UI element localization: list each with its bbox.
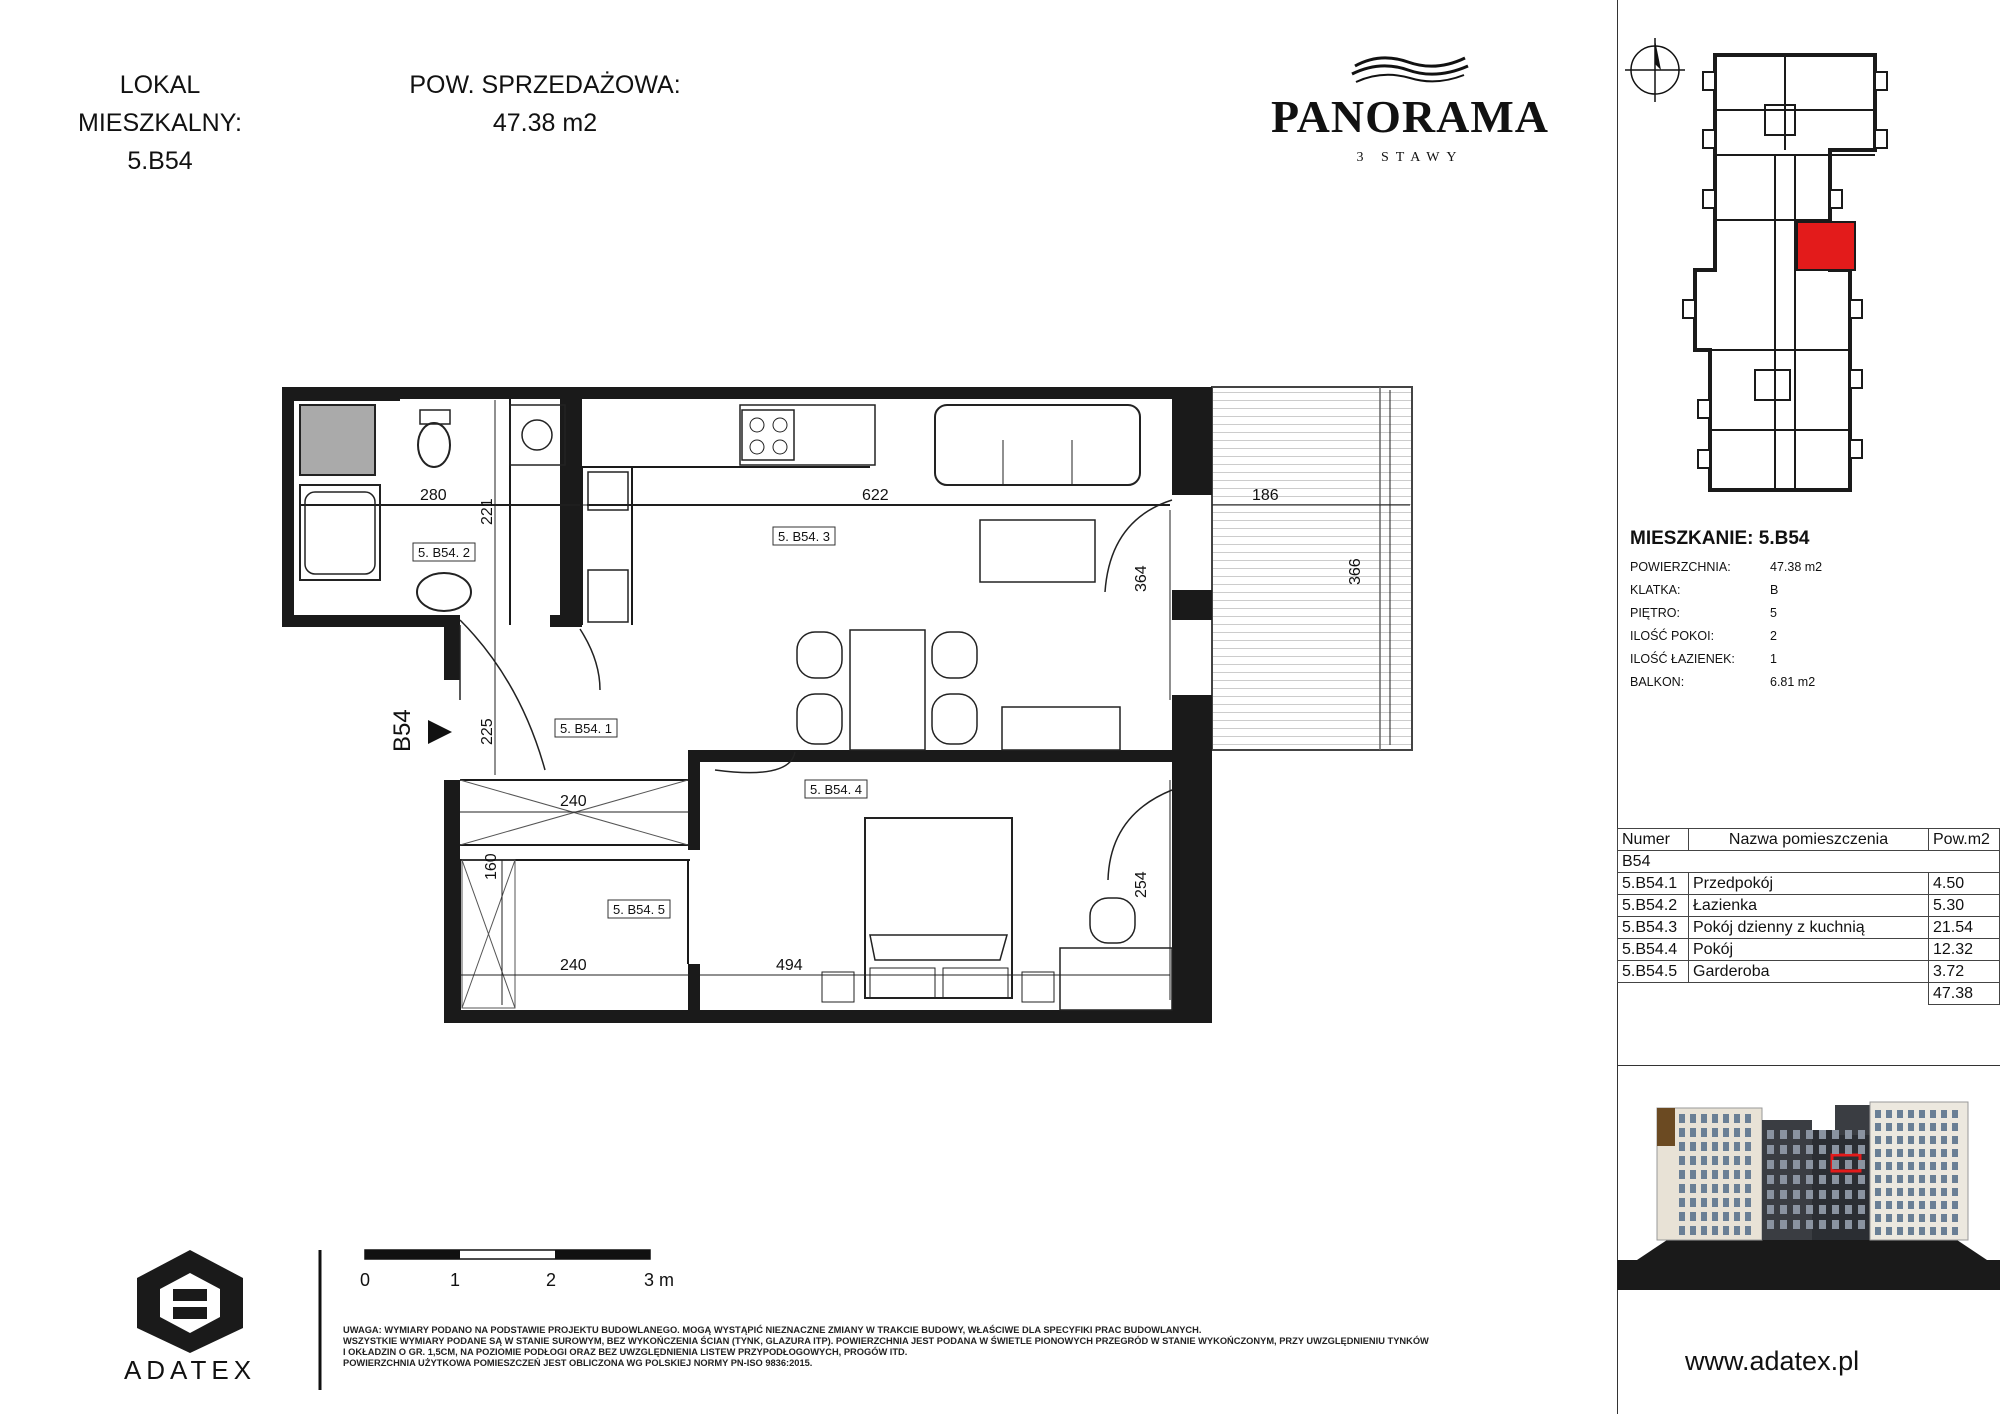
window [1690,1198,1696,1207]
window [1745,1114,1751,1123]
window [1952,1136,1958,1144]
window [1806,1205,1813,1214]
window [1767,1205,1774,1214]
table-row: 5.B54.3 Pokój dzienny z kuchnią 21.54 [1618,917,2000,939]
window [1723,1170,1729,1179]
disclaimer-line: UWAGA: WYMIARY PODANO NA PODSTAWIE PROJEKTU BUDOWLANEGO. MOGĄ WYSTĄPIĆ NIEZNACZNE ZMIANY W TRAKCIE BUDOWY, WŁAŚCIWE DLA SPECYFIKI PRAC BUDOWLANYCH. [343,1325,1202,1335]
table-row: 5.B54.2 Łazienka 5.30 [1618,895,2000,917]
window [1886,1136,1892,1144]
window [1897,1162,1903,1170]
window [1952,1214,1958,1222]
window [1701,1198,1707,1207]
shower-tray [300,405,375,475]
window [1875,1201,1881,1209]
window [1745,1198,1751,1207]
window [1734,1198,1740,1207]
window [1723,1184,1729,1193]
dim-wardrobe-width: 240 [560,957,587,974]
washbasin-icon [417,573,471,611]
window [1734,1170,1740,1179]
key-plan [1625,30,1995,500]
window [1712,1114,1718,1123]
window [1908,1188,1914,1196]
area-label: POW. SPRZEDAŻOWA: [409,71,681,99]
window [1908,1110,1914,1118]
window [1793,1220,1800,1229]
window [1845,1130,1852,1139]
window [1819,1175,1826,1184]
window [1832,1205,1839,1214]
window [1875,1227,1881,1235]
window [1952,1201,1958,1209]
window [1875,1123,1881,1131]
window [1806,1145,1813,1154]
window [1858,1220,1865,1229]
window [1930,1188,1936,1196]
window [1930,1214,1936,1222]
unit-info [1630,528,1990,694]
window [1908,1136,1914,1144]
window [1875,1136,1881,1144]
adatex-mark-icon [115,1245,265,1355]
window [1690,1226,1696,1235]
table-row: 5.B54.1 Przedpokój 4.50 [1618,873,2000,895]
window [1832,1130,1839,1139]
window [1908,1149,1914,1157]
window [1723,1156,1729,1165]
company-name: ADATEX [123,1355,257,1385]
window [1734,1212,1740,1221]
window [1690,1128,1696,1137]
info-row: ILOŚĆ POKOI: 2 [1630,629,1777,643]
window [1701,1184,1707,1193]
bed [865,818,1012,998]
building-elevation [1617,1090,2000,1290]
window [1690,1212,1696,1221]
bathtub [300,485,380,580]
info-row: PIĘTRO: 5 [1630,606,1777,620]
window [1952,1123,1958,1131]
window [1723,1114,1729,1123]
adatex-logo [95,1245,285,1385]
window [1723,1226,1729,1235]
dim-bedroom-width: 494 [776,957,803,974]
window [1819,1160,1826,1169]
unit-highlight [1797,222,1855,270]
dim-living-width: 622 [862,487,889,504]
window [1712,1212,1718,1221]
window [1679,1226,1685,1235]
window [1690,1184,1696,1193]
window [1745,1184,1751,1193]
window [1908,1201,1914,1209]
window [1908,1162,1914,1170]
window [1952,1227,1958,1235]
compass-icon [1625,38,1685,102]
window [1745,1212,1751,1221]
window [1845,1205,1852,1214]
window [1919,1201,1925,1209]
desk [1060,948,1172,1010]
window [1723,1212,1729,1221]
window [1930,1201,1936,1209]
window [1832,1175,1839,1184]
window [1712,1226,1718,1235]
window [1941,1136,1947,1144]
window [1941,1227,1947,1235]
window [1919,1123,1925,1131]
table-header: Numer Nazwa pomieszczenia Pow.m2 [1618,829,2000,851]
window [1767,1130,1774,1139]
window [1712,1198,1718,1207]
window [1806,1220,1813,1229]
dim-hall-width: 240 [560,793,587,810]
window [1819,1130,1826,1139]
window [1919,1175,1925,1183]
info-title: MIESZKANIE: 5.B54 [1630,528,1810,549]
window [1767,1160,1774,1169]
window [1941,1175,1947,1183]
window [1806,1175,1813,1184]
window [1919,1162,1925,1170]
room-tag-5: 5. B54. 5 [613,902,666,917]
scale-label-0: 0 [360,1270,371,1290]
room-tag-3: 5. B54. 3 [778,529,831,544]
window [1701,1226,1707,1235]
window [1780,1160,1787,1169]
info-row: POWIERZCHNIA: 47.38 m2 [1630,560,1823,574]
table-total-row: 47.38 [1618,983,2000,1005]
window [1886,1175,1892,1183]
window [1858,1160,1865,1169]
dim-living-depth: 364 [1133,565,1150,592]
room-tag-1: 5. B54. 1 [560,721,613,736]
window [1875,1162,1881,1170]
washing-machine-icon [510,405,565,465]
window [1701,1212,1707,1221]
window [1886,1214,1892,1222]
table-row: 5.B54.4 Pokój 12.32 [1618,939,2000,961]
window [1845,1190,1852,1199]
dim-bedroom-depth: 254 [1133,871,1150,898]
window [1679,1184,1685,1193]
window [1723,1128,1729,1137]
window [1875,1175,1881,1183]
entrance-label: B54 [389,709,416,752]
toilet-icon [418,423,450,467]
window [1819,1145,1826,1154]
scale-label-3: 3 m [644,1270,675,1290]
window [1919,1214,1925,1222]
cooktop-icon [742,410,794,460]
window [1952,1110,1958,1118]
unit-value: 5.B54 [127,147,193,175]
chairs [797,632,977,744]
window [1886,1123,1892,1131]
window [1952,1162,1958,1170]
window [1952,1175,1958,1183]
unit-label: LOKAL MIESZKALNY: [78,71,242,137]
window [1679,1128,1685,1137]
window [1734,1142,1740,1151]
window [1886,1227,1892,1235]
window [1897,1188,1903,1196]
window [1767,1145,1774,1154]
window [1767,1175,1774,1184]
window [1897,1175,1903,1183]
room-tag-2: 5. B54. 2 [418,545,471,560]
window [1832,1190,1839,1199]
window [1679,1156,1685,1165]
dim-wardrobe-depth: 160 [483,853,500,880]
window [1745,1226,1751,1235]
table-row: B54 [1618,851,2000,873]
window [1919,1227,1925,1235]
window [1780,1220,1787,1229]
fridge-icon [588,570,628,622]
window [1875,1110,1881,1118]
window [1734,1128,1740,1137]
window [1919,1188,1925,1196]
window [1806,1190,1813,1199]
window [1832,1145,1839,1154]
window [1858,1130,1865,1139]
window [1845,1145,1852,1154]
window [1745,1170,1751,1179]
info-row: BALKON: 6.81 m2 [1630,675,1816,689]
window [1908,1214,1914,1222]
window [1679,1170,1685,1179]
window [1793,1130,1800,1139]
dim-balcony-width: 186 [1252,487,1279,504]
window [1941,1123,1947,1131]
window [1690,1142,1696,1151]
window [1941,1201,1947,1209]
window [1819,1220,1826,1229]
disclaimer [343,1325,1543,1369]
window [1930,1175,1936,1183]
window [1897,1227,1903,1235]
kitchen-counter [740,405,875,465]
window [1952,1188,1958,1196]
window [1858,1190,1865,1199]
window [1793,1145,1800,1154]
rooms-table [1617,828,2000,1005]
dim-bath-depth: 221 [479,498,496,525]
window [1690,1156,1696,1165]
window [1780,1175,1787,1184]
window [1845,1175,1852,1184]
window [1701,1156,1707,1165]
window [1712,1170,1718,1179]
window [1780,1190,1787,1199]
window [1701,1142,1707,1151]
disclaimer-line: I OKŁADZIN O GR. 1,5CM, NA POZIOMIE PODŁOGI ORAZ BEZ UWZGLĘDNIENIA LISTEW PRZYPODŁOGOWYCH, PROGÓW ITD. [343,1347,908,1357]
window [1897,1123,1903,1131]
window [1806,1160,1813,1169]
window [1897,1214,1903,1222]
window [1897,1149,1903,1157]
brand-sub: 3 STAWY [1356,150,1464,165]
window [1712,1142,1718,1151]
window [1734,1184,1740,1193]
window [1875,1214,1881,1222]
dim-bath-width: 280 [420,487,447,504]
window [1941,1214,1947,1222]
window [1734,1114,1740,1123]
window [1679,1212,1685,1221]
table-row: 5.B54.5 Garderoba 3.72 [1618,961,2000,983]
info-row: ILOŚĆ ŁAZIENEK: 1 [1630,652,1777,666]
window [1930,1162,1936,1170]
window [1690,1114,1696,1123]
window [1745,1142,1751,1151]
tv-cabinet [1002,707,1120,750]
window [1679,1198,1685,1207]
window [1690,1170,1696,1179]
balcony [1212,387,1412,750]
window [1908,1227,1914,1235]
window [1858,1205,1865,1214]
window [1734,1156,1740,1165]
window [1919,1136,1925,1144]
brand-name: PANORAMA [1271,91,1549,142]
scale-label-1: 1 [450,1270,461,1290]
window [1930,1149,1936,1157]
window [1723,1142,1729,1151]
dim-balcony-depth: 366 [1347,558,1364,585]
window [1701,1128,1707,1137]
window [1679,1142,1685,1151]
window [1886,1149,1892,1157]
info-row: KLATKA: B [1630,583,1779,597]
scale-label-2: 2 [546,1270,557,1290]
window [1723,1198,1729,1207]
dining-table [850,630,925,750]
window [1908,1123,1914,1131]
window [1875,1149,1881,1157]
desk-chair [1090,898,1135,943]
window [1908,1175,1914,1183]
window [1806,1130,1813,1139]
window [1930,1136,1936,1144]
window [1941,1110,1947,1118]
window [1919,1149,1925,1157]
window [1819,1205,1826,1214]
window [1952,1149,1958,1157]
room-tag-4: 5. B54. 4 [810,782,863,797]
window [1886,1162,1892,1170]
window [1941,1188,1947,1196]
sofa [935,405,1140,485]
window [1897,1201,1903,1209]
window [1897,1110,1903,1118]
window [1701,1170,1707,1179]
window [1930,1227,1936,1235]
window [1793,1175,1800,1184]
window [1793,1205,1800,1214]
window [1712,1128,1718,1137]
website[interactable]: www.adatex.pl [1685,1346,1860,1376]
window [1793,1190,1800,1199]
window [1745,1128,1751,1137]
window [1858,1145,1865,1154]
window [1897,1136,1903,1144]
window [1845,1220,1852,1229]
window [1712,1184,1718,1193]
window [1734,1226,1740,1235]
window [1858,1175,1865,1184]
disclaimer-line: WSZYSTKIE WYMIARY PODANE SĄ W STANIE SUROWYM, BEZ WYKOŃCZENIA ŚCIAN (TYNK, GLAZURA ITP). POWIERZCHNIA JEST PODANA W ŚWIETLE PIONOWYCH PRZEGRÓD W STANIE WYKOŃCZONYM, PRZY UWZGLĘDNIENIU TYNKÓW [343,1336,1429,1346]
window [1701,1114,1707,1123]
window [1679,1114,1685,1123]
disclaimer-line: POWIERZCHNIA UŻYTKOWA POMIESZCZEŃ JEST OBLICZONA WG POLSKIEJ NORMY PN-ISO 9836:2015. [343,1358,813,1368]
window [1886,1110,1892,1118]
window [1780,1130,1787,1139]
window [1745,1156,1751,1165]
entrance-arrow-icon [428,720,452,744]
window [1780,1205,1787,1214]
window [1930,1123,1936,1131]
window [1767,1190,1774,1199]
window [1919,1110,1925,1118]
coffee-table [980,520,1095,582]
window [1845,1160,1852,1169]
window [1886,1188,1892,1196]
window [1767,1220,1774,1229]
window [1712,1156,1718,1165]
window [1832,1160,1839,1169]
dim-hall-depth: 225 [479,718,496,745]
window [1819,1190,1826,1199]
panel-rule [1617,1065,2000,1066]
window [1793,1160,1800,1169]
window [1886,1201,1892,1209]
window [1875,1188,1881,1196]
window [1832,1220,1839,1229]
area-value: 47.38 m2 [492,109,598,137]
window [1941,1149,1947,1157]
window [1930,1110,1936,1118]
window [1941,1162,1947,1170]
window [1780,1145,1787,1154]
